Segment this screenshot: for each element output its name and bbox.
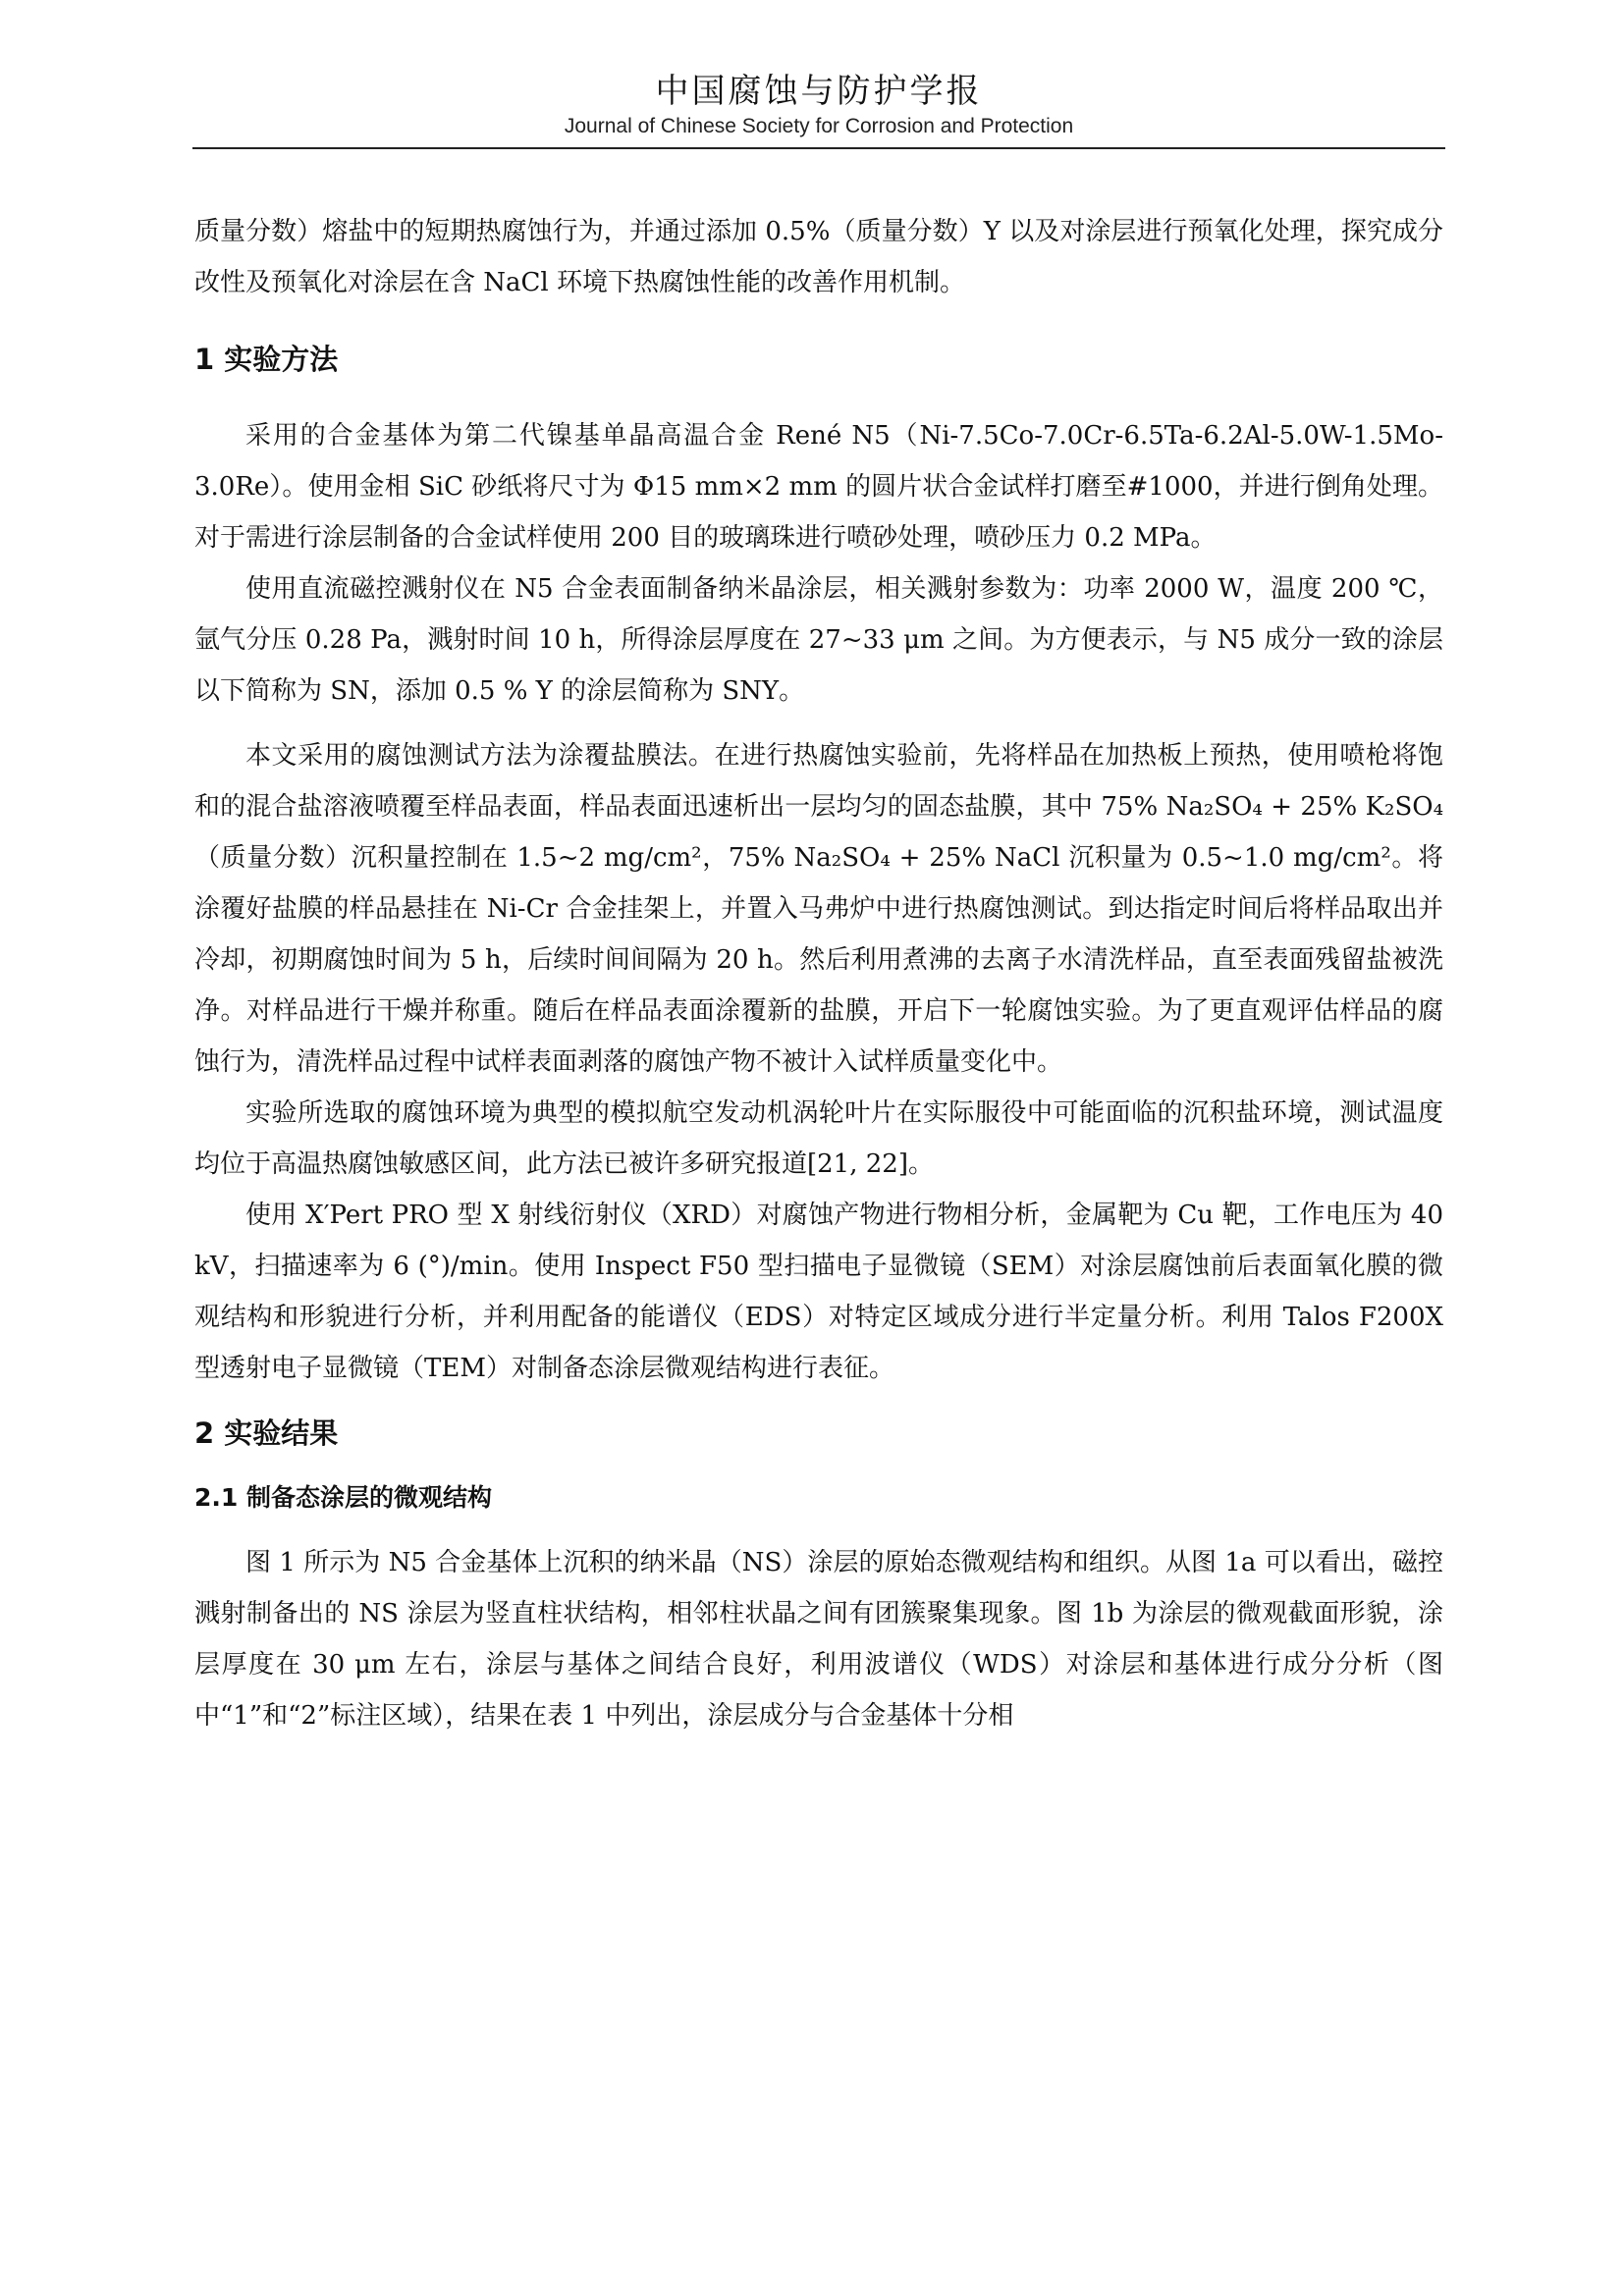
methods-paragraph-environment: 实验所选取的腐蚀环境为典型的模拟航空发动机涡轮叶片在实际服役中可能面临的沉积盐环境，测试温度均位于高温热腐蚀敏感区间，此方法已被许多研究报道[21, 22]。 — [194, 1098, 1443, 1179]
methods-paragraph-corrosion-test: 本文采用的腐蚀测试方法为涂覆盐膜法。在进行热腐蚀实验前，先将样品在加热板上预热，使用喷枪将饱和的混合盐溶液喷覆至样品表面，样品表面迅速析出一层均匀的固态盐膜，其中 75% Na₂SO₄ + 25% K₂SO₄（质量分数）沉积量控制在 1.5~2 mg/cm²，75% Na₂SO₄ + 25% NaCl 沉积量为 0.5~1.0 mg/cm²。将涂覆好盐膜的样品悬挂在 Ni-Cr 合金挂架上，并置入马弗炉中进行热腐蚀测试。到达指定时间后将样品取出并冷却，初期腐蚀时间为 5 h，后续时间间隔为 20 h。然后利用煮沸的去离子水清洗样品，直至表面残留盐被洗净。对样品进行干燥并称重。随后在样品表面涂覆新的盐膜，开启下一轮腐蚀实验。为了更直观评估样品的腐蚀行为，清洗样品过程中试样表面剥落的腐蚀产物不被计入试样质量变化中。 — [194, 741, 1443, 1077]
methods-paragraph-substrate: 采用的合金基体为第二代镍基单晶高温合金 René N5（Ni-7.5Co-7.0Cr-6.5Ta-6.2Al-5.0W-1.5Mo-3.0Re）。使用金相 SiC 砂纸将尺寸为 Φ15 mm×2 mm 的圆片状合金试样打磨至#1000，并进行倒角处理。对于需进行涂层制备的合金试样使用 200 目的玻璃珠进行喷砂处理，喷砂压力 0.2 MPa。 — [194, 421, 1443, 553]
intro-paragraph: 质量分数）熔盐中的短期热腐蚀行为，并通过添加 0.5%（质量分数）Y 以及对涂层进行预氧化处理，探究成分改性及预氧化对涂层在含 NaCl 环境下热腐蚀性能的改善作用机制。 — [194, 217, 1443, 297]
journal-header — [192, 69, 1445, 149]
section-heading-results: 2 实验结果 — [194, 1416, 339, 1450]
methods-paragraph-characterization: 使用 X′Pert PRO 型 X 射线衍射仪（XRD）对腐蚀产物进行物相分析，金属靶为 Cu 靶，工作电压为 40 kV，扫描速率为 6 (°)/min。使用 Inspect F50 型扫描电子显微镜（SEM）对涂层腐蚀前后表面氧化膜的微观结构和形貌进行分析，并利用配备的能谱仪（EDS）对特定区域成分进行半定量分析。利用 Talos F200X 型透射电子显微镜（TEM）对制备态涂层微观结构进行表征。 — [194, 1201, 1443, 1383]
page-body — [194, 206, 1443, 1741]
subsection-heading-microstructure: 2.1 制备态涂层的微观结构 — [194, 1483, 492, 1512]
journal-title-en: Journal of Chinese Society for Corrosion and Protection — [564, 115, 1074, 137]
section-heading-methods: 1 实验方法 — [194, 343, 339, 376]
journal-title-cn: 中国腐蚀与防护学报 — [655, 72, 983, 111]
results-paragraph-microstructure: 图 1 所示为 N5 合金基体上沉积的纳米晶（NS）涂层的原始态微观结构和组织。从图 1a 可以看出，磁控溅射制备出的 NS 涂层为竖直柱状结构，相邻柱状晶之间有团簇聚集现象。图 1b 为涂层的微观截面形貌，涂层厚度在 30 μm 左右，涂层与基体之间结合良好，利用波谱仪（WDS）对涂层和基体进行成分分析（图中“1”和“2”标注区域），结果在表 1 中列出，涂层成分与合金基体十分相 — [194, 1548, 1443, 1731]
methods-paragraph-sputtering: 使用直流磁控溅射仪在 N5 合金表面制备纳米晶涂层，相关溅射参数为：功率 2000 W，温度 200 ℃，氩气分压 0.28 Pa，溅射时间 10 h，所得涂层厚度在 27~33 μm 之间。为方便表示，与 N5 成分一致的涂层以下简称为 SN，添加 0.5 % Y 的涂层简称为 SNY。 — [194, 574, 1443, 706]
